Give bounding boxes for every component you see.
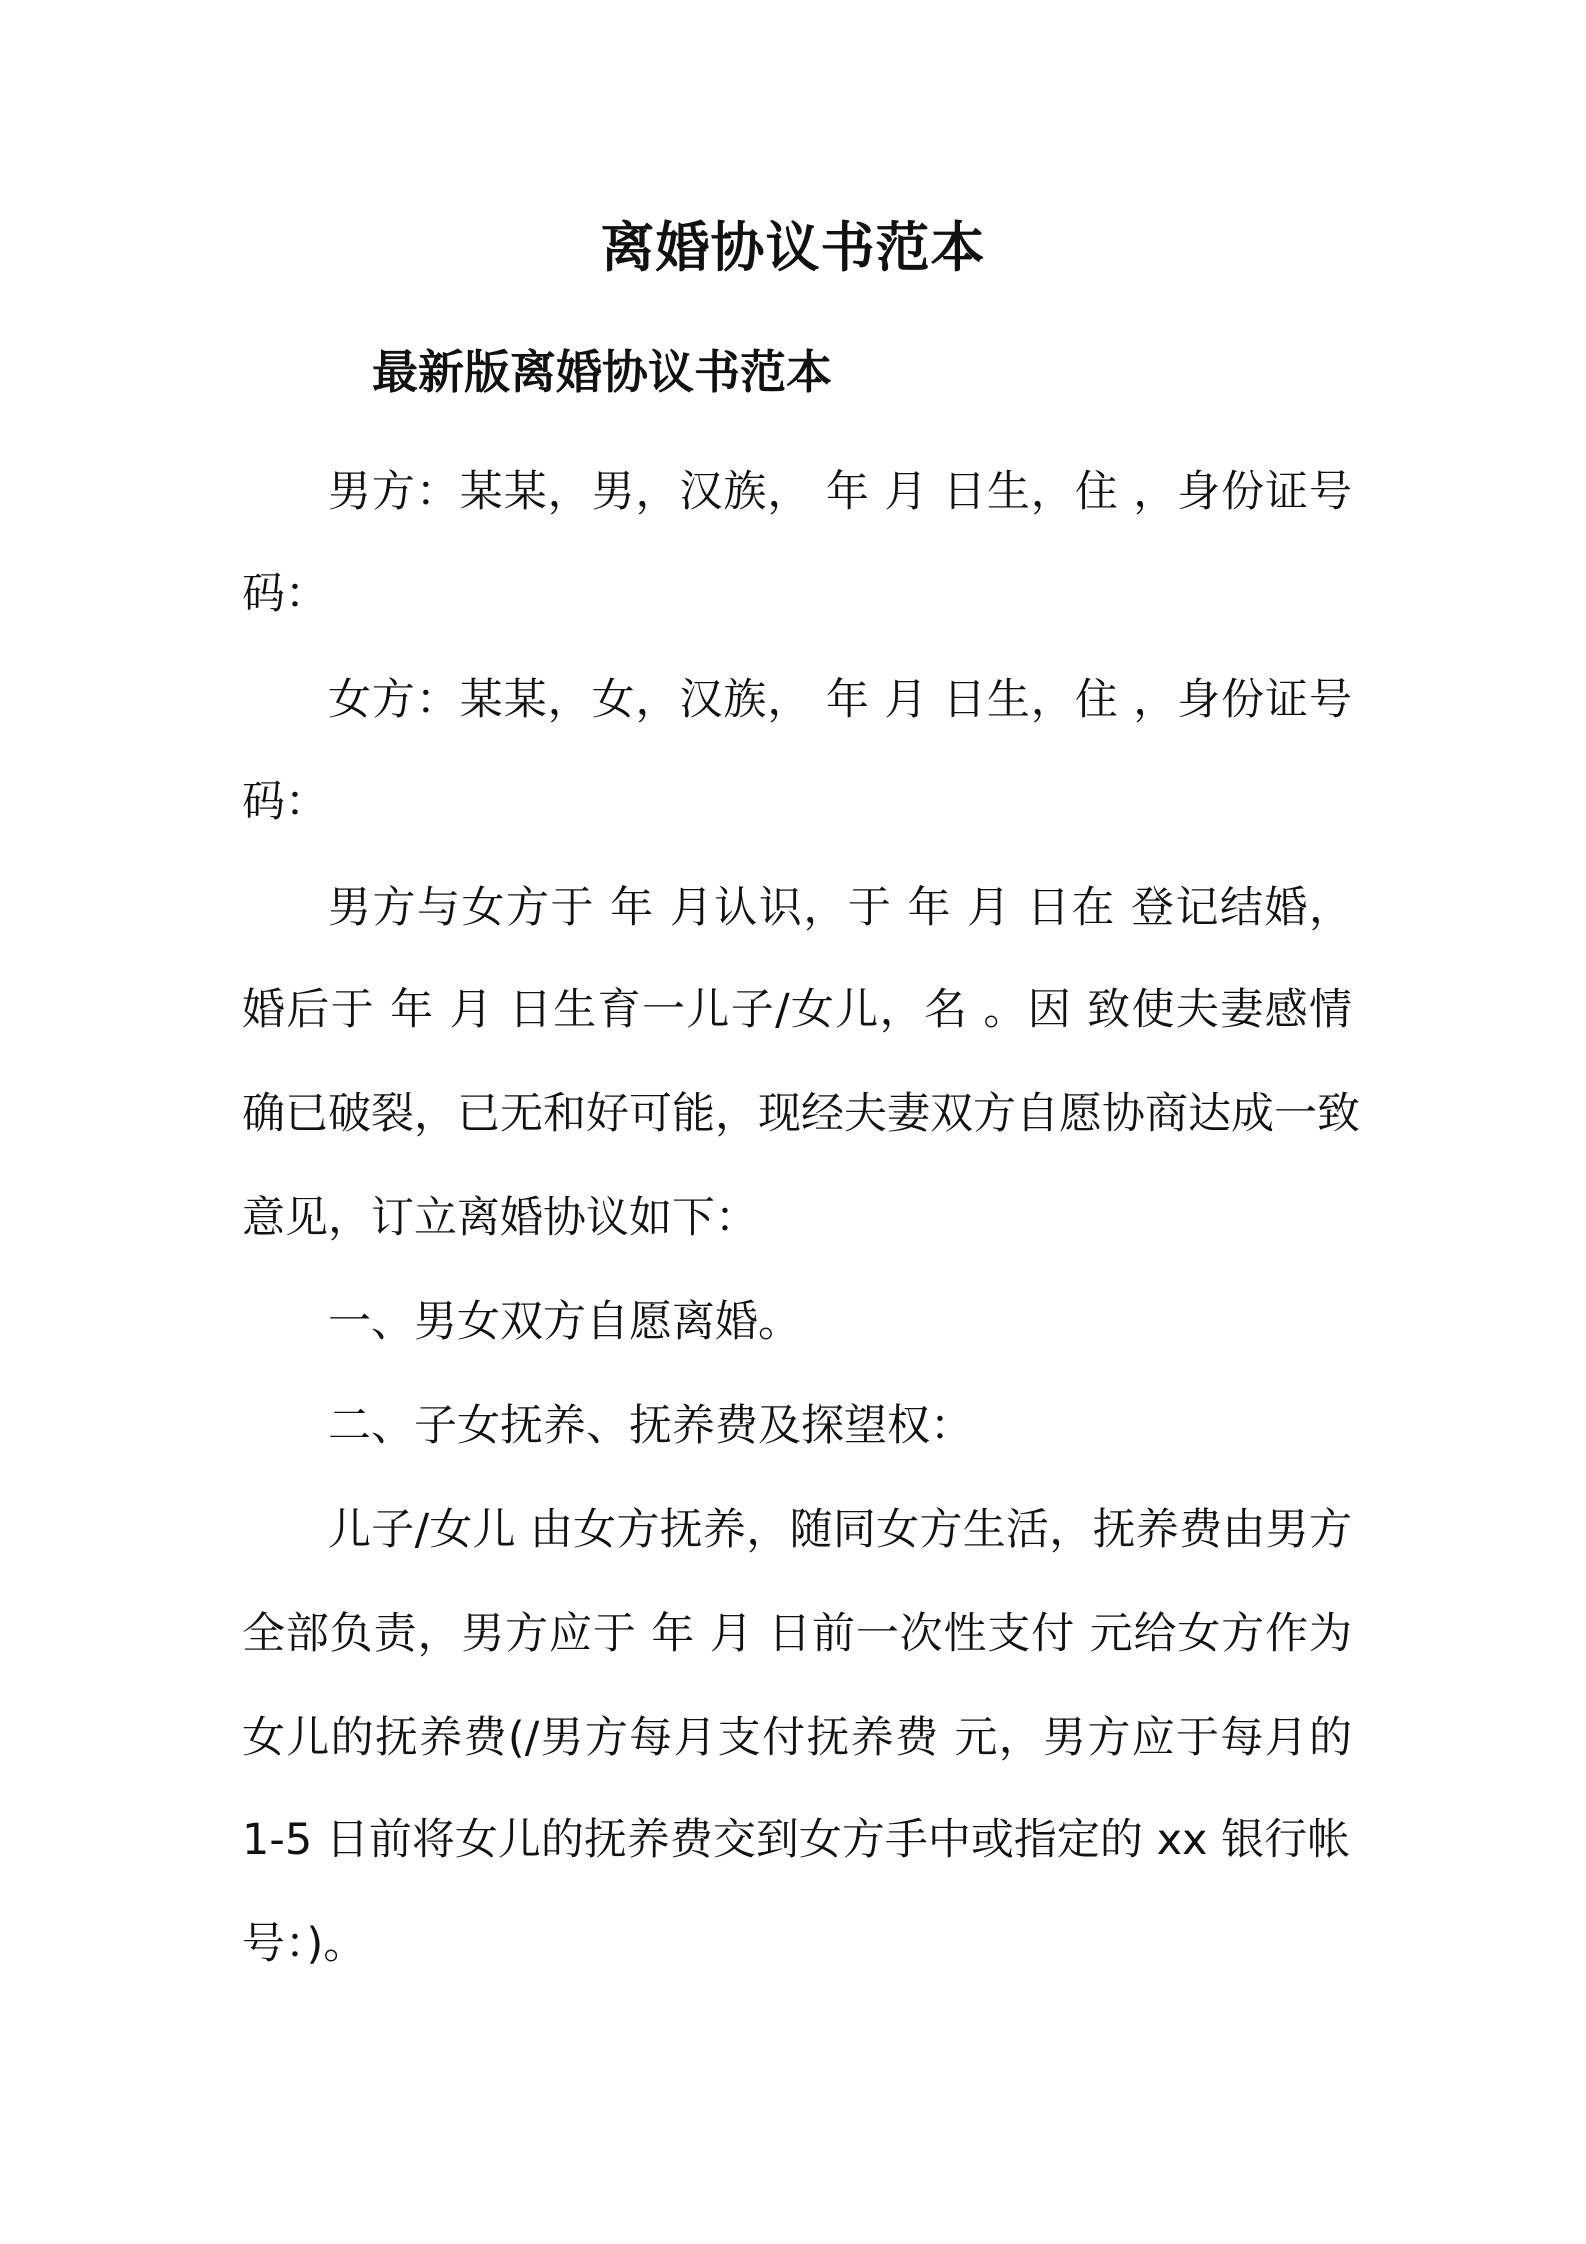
- paragraph-line-custody-3: 女儿的抚养费(/男方每月支付抚养费 元，男方应于每月的: [242, 1713, 1352, 1763]
- paragraph-line-custody-1: 儿子/女儿 由女方抚养，随同女方生活，抚养费由男方: [328, 1505, 1352, 1555]
- paragraph-line-custody-5: 号：)。: [242, 1919, 367, 1969]
- paragraph-line-man-info: 男方：某某，男，汉族， 年 月 日生，住 ，身份证号: [328, 467, 1352, 517]
- document-title: 离婚协议书范本: [600, 216, 986, 279]
- paragraph-line-woman-id: 码：: [242, 777, 328, 827]
- clause-one: 一、男女双方自愿离婚。: [328, 1297, 801, 1347]
- paragraph-line-woman-info: 女方：某某，女，汉族， 年 月 日生，住 ，身份证号: [328, 675, 1352, 725]
- paragraph-line-custody-2: 全部负责，男方应于 年 月 日前一次性支付 元给女方作为: [242, 1609, 1352, 1659]
- paragraph-line-man-id: 码：: [242, 569, 328, 619]
- paragraph-line-marriage-4: 意见，订立离婚协议如下：: [242, 1193, 758, 1243]
- paragraph-line-marriage-1: 男方与女方于 年 月认识，于 年 月 日在 登记结婚，: [328, 883, 1352, 933]
- clause-two-heading: 二、子女抚养、抚养费及探望权：: [328, 1401, 973, 1451]
- paragraph-line-marriage-2: 婚后于 年 月 日生育一儿子/女儿，名 。因 致使夫妻感情: [242, 985, 1352, 1035]
- paragraph-line-custody-4: 1-5 日前将女儿的抚养费交到女方手中或指定的 xx 银行帐: [242, 1815, 1351, 1865]
- document-subtitle: 最新版离婚协议书范本: [372, 345, 832, 399]
- paragraph-line-marriage-3: 确已破裂，已无和好可能，现经夫妻双方自愿协商达成一致: [242, 1089, 1360, 1139]
